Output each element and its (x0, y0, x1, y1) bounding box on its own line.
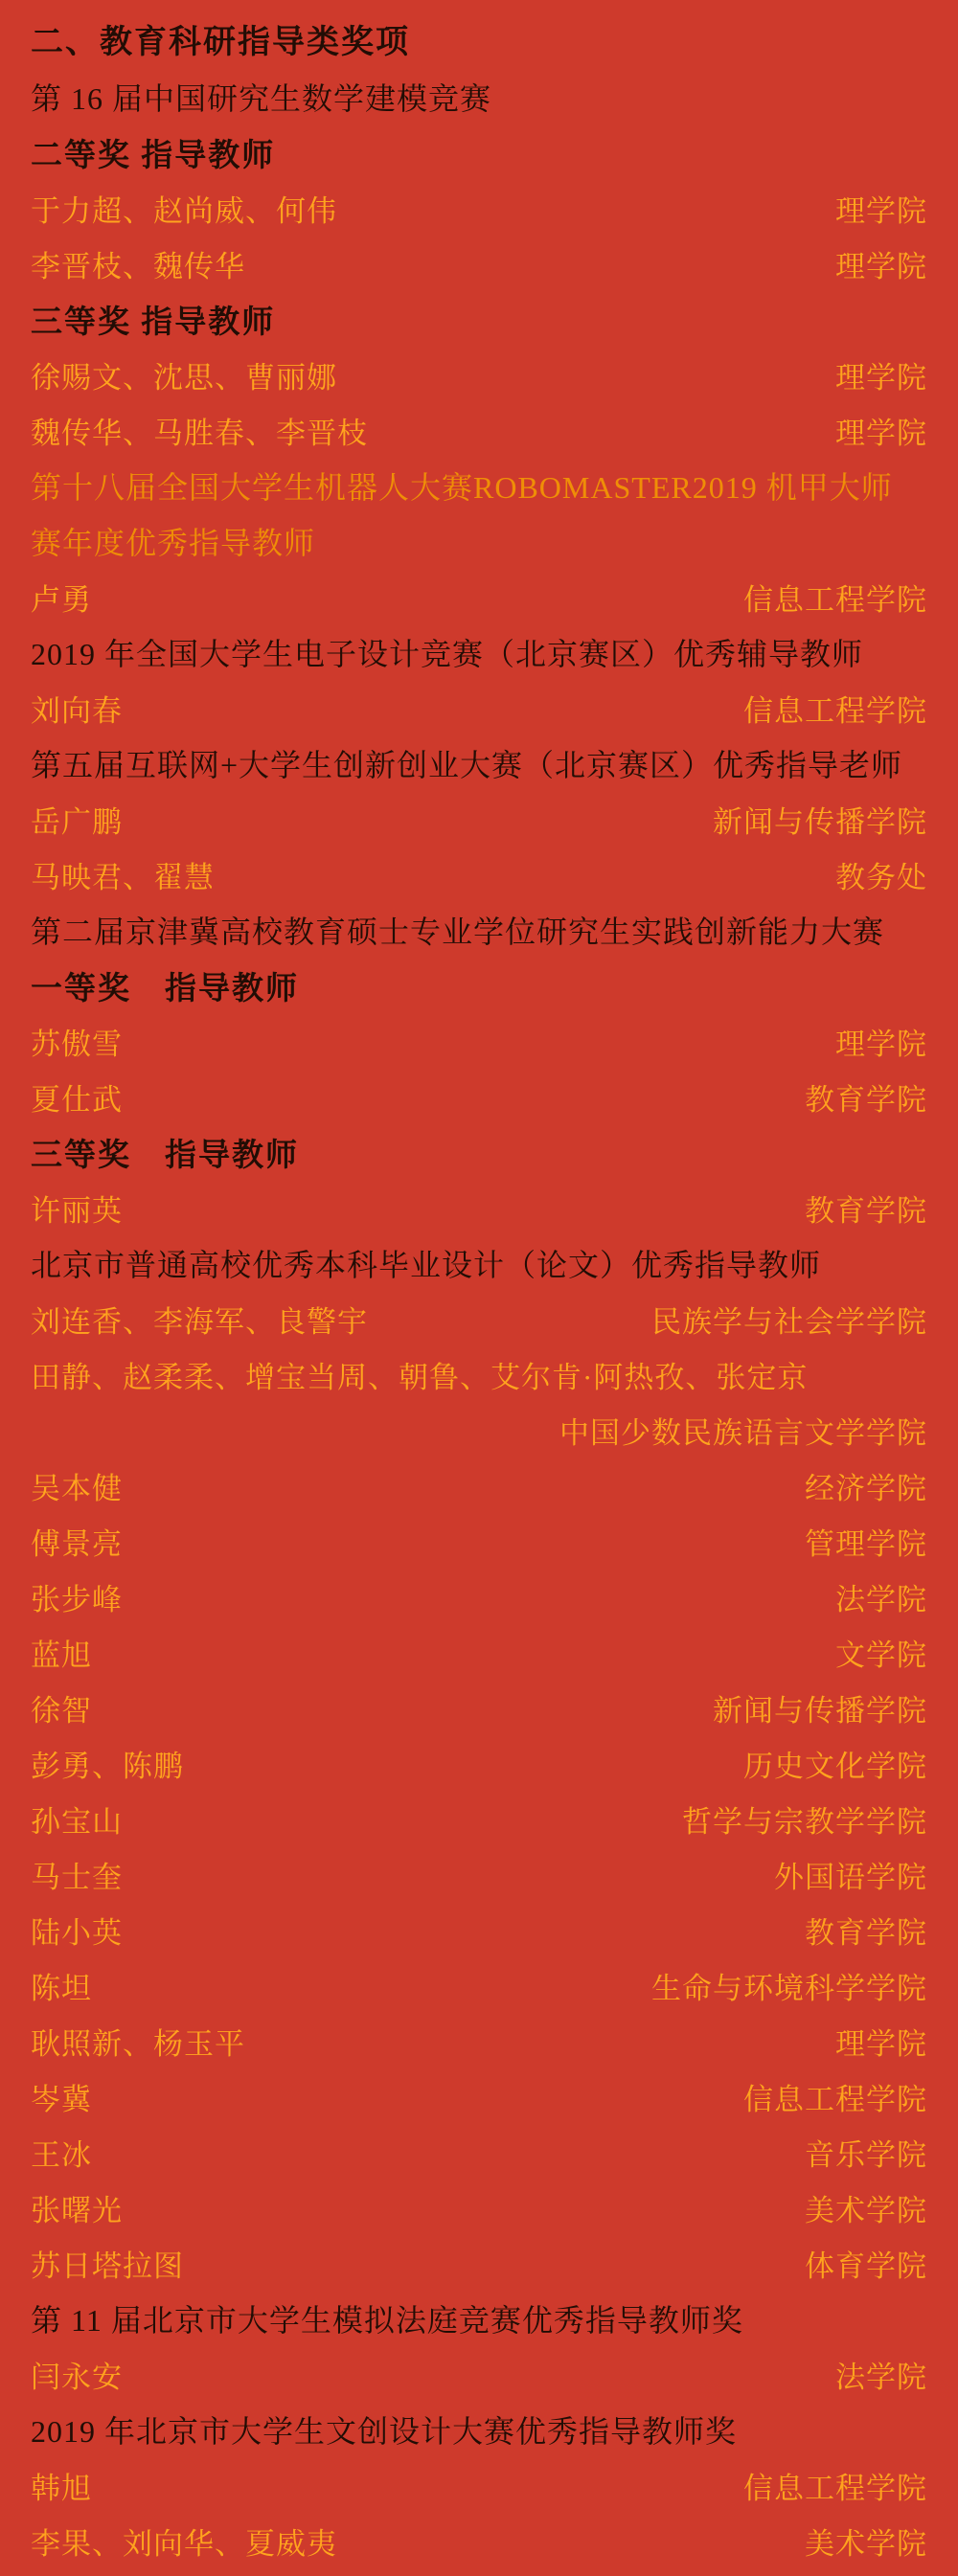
recipient-names: 许丽英 (31, 1193, 123, 1228)
department-name: 文学院 (835, 1638, 927, 1672)
award-row (31, 569, 927, 624)
recipient-names: 田静、赵柔柔、增宝当周、朝鲁、艾尔肯·阿热孜、张定京 (31, 1360, 809, 1394)
department-name: 民族学与社会学学院 (651, 1304, 927, 1339)
recipient-names: 岳广鹏 (31, 804, 123, 839)
competition-title (31, 624, 927, 680)
recipient-names: 蓝旭 (31, 1638, 92, 1672)
department-name: 教育学院 (805, 1915, 927, 1950)
recipient-names: 刘连香、李海军、良警宇 (31, 1304, 368, 1339)
competition-title-text: 2019 年全国大学生电子设计竞赛（北京赛区）优秀辅导教师 (31, 637, 864, 671)
department-name: 教务处 (835, 860, 927, 894)
competition-title-text: 第五届互联网+大学生创新创业大赛（北京赛区）优秀指导老师 (31, 748, 903, 782)
recipient-names: 傅景亮 (31, 1526, 123, 1561)
recipient-names: 苏日塔拉图 (31, 2248, 184, 2283)
competition-title-text: 第十八届全国大学生机器人大赛ROBOMASTER2019 机甲大师 (31, 470, 893, 505)
award-row (31, 1569, 927, 1624)
department-name: 中国少数民族语言文学学院 (559, 1415, 927, 1450)
award-row (31, 1735, 927, 1791)
competition-title-text: 第二届京津冀高校教育硕士专业学位研究生实践创新能力大赛 (31, 915, 885, 949)
award-row (31, 1180, 927, 1235)
award-row (31, 2346, 927, 2402)
recipient-names: 耿照新、杨玉平 (31, 2026, 245, 2061)
recipient-names: 刘向春 (31, 693, 123, 728)
award-row (31, 2124, 927, 2180)
award-row-department-continuation (31, 1402, 927, 1457)
recipient-names: 陆小英 (31, 1915, 123, 1950)
department-name: 美术学院 (805, 2193, 927, 2227)
department-name: 哲学与宗教学学院 (682, 1804, 927, 1839)
recipient-names: 吴本健 (31, 1471, 123, 1505)
award-level-header (31, 1124, 927, 1180)
award-level-text: 三等奖 指导教师 (31, 305, 276, 340)
department-name: 信息工程学院 (743, 693, 927, 728)
department-name: 理学院 (835, 2026, 927, 2061)
department-name: 理学院 (835, 249, 927, 283)
award-row (31, 2180, 927, 2235)
department-name: 体育学院 (805, 2248, 927, 2283)
department-name: 理学院 (835, 360, 927, 395)
competition-title (31, 513, 927, 569)
award-row (31, 2457, 927, 2513)
recipient-names: 于力超、赵尚威、何伟 (31, 193, 337, 228)
award-row (31, 2013, 927, 2068)
department-name: 美术学院 (805, 2526, 927, 2561)
recipient-names: 张曙光 (31, 2193, 123, 2227)
award-row (31, 1791, 927, 1846)
department-name: 法学院 (835, 2360, 927, 2394)
competition-title (31, 2291, 927, 2346)
award-row (31, 791, 927, 847)
recipient-names: 马士奎 (31, 1860, 123, 1894)
award-row (31, 1513, 927, 1569)
recipient-names: 孙宝山 (31, 1804, 123, 1839)
recipient-names: 王冰 (31, 2137, 92, 2172)
award-row (31, 402, 927, 458)
department-name: 信息工程学院 (743, 582, 927, 617)
award-row (31, 1902, 927, 1957)
department-name: 管理学院 (805, 1526, 927, 1561)
award-row (31, 1624, 927, 1680)
recipient-names: 徐赐文、沈思、曹丽娜 (31, 360, 337, 395)
section-title-text: 二、教育科研指导类奖项 (31, 24, 410, 60)
competition-title (31, 902, 927, 958)
department-name: 信息工程学院 (743, 2082, 927, 2116)
department-name: 教育学院 (805, 1193, 927, 1228)
award-row (31, 1069, 927, 1124)
award-row (31, 1957, 927, 2013)
department-name: 生命与环境科学学院 (651, 1971, 927, 2005)
award-level-text: 一等奖 指导教师 (31, 971, 299, 1006)
competition-title-text: 北京市普通高校优秀本科毕业设计（论文）优秀指导教师 (31, 1248, 822, 1282)
department-name: 法学院 (835, 1582, 927, 1616)
department-name: 理学院 (835, 416, 927, 450)
recipient-names: 韩旭 (31, 2471, 92, 2505)
department-name: 音乐学院 (805, 2137, 927, 2172)
award-row (31, 2235, 927, 2291)
department-name: 理学院 (835, 193, 927, 228)
award-level-header (31, 291, 927, 347)
award-row (31, 1013, 927, 1069)
award-level-header (31, 124, 927, 180)
competition-title-text: 赛年度优秀指导教师 (31, 526, 316, 560)
department-name: 理学院 (835, 1027, 927, 1061)
award-row (31, 2068, 927, 2124)
competition-title-text: 2019 年北京市大学生文创设计大赛优秀指导教师奖 (31, 2414, 738, 2449)
award-row (31, 1680, 927, 1735)
award-row (31, 180, 927, 236)
competition-title-text: 第 11 届北京市大学生模拟法庭竞赛优秀指导教师奖 (31, 2303, 743, 2338)
page-title (31, 8, 927, 69)
department-name: 新闻与传播学院 (713, 1693, 927, 1728)
competition-title (31, 458, 927, 513)
recipient-names: 闫永安 (31, 2360, 123, 2394)
award-row (31, 1346, 927, 1402)
recipient-names: 徐智 (31, 1693, 92, 1728)
award-row (31, 2513, 927, 2568)
recipient-names: 魏传华、马胜春、李晋枝 (31, 416, 368, 450)
recipient-names: 彭勇、陈鹏 (31, 1749, 184, 1783)
competition-title (31, 735, 927, 791)
award-level-header (31, 958, 927, 1013)
award-row (31, 680, 927, 735)
department-name: 新闻与传播学院 (713, 804, 927, 839)
department-name: 经济学院 (805, 1471, 927, 1505)
recipient-names: 李晋枝、魏传华 (31, 249, 245, 283)
department-name: 教育学院 (805, 1082, 927, 1117)
award-row (31, 1457, 927, 1513)
competition-title (31, 2402, 927, 2457)
award-row (31, 847, 927, 902)
department-name: 外国语学院 (774, 1860, 927, 1894)
award-row (31, 1846, 927, 1902)
recipient-names: 苏傲雪 (31, 1027, 123, 1061)
department-name: 历史文化学院 (743, 1749, 927, 1783)
award-row (31, 1291, 927, 1346)
award-level-text: 三等奖 指导教师 (31, 1138, 299, 1173)
award-level-text: 二等奖 指导教师 (31, 138, 276, 173)
recipient-names: 岑冀 (31, 2082, 92, 2116)
recipient-names: 卢勇 (31, 582, 92, 617)
recipient-names: 夏仕武 (31, 1082, 123, 1117)
recipient-names: 陈坦 (31, 1971, 92, 2005)
award-row (31, 347, 927, 402)
department-name: 信息工程学院 (743, 2471, 927, 2505)
competition-title (31, 69, 927, 124)
competition-title-text: 第 16 届中国研究生数学建模竞赛 (31, 81, 492, 116)
recipient-names: 李果、刘向华、夏威夷 (31, 2526, 337, 2561)
award-row (31, 236, 927, 291)
recipient-names: 张步峰 (31, 1582, 123, 1616)
recipient-names: 马映君、翟慧 (31, 860, 215, 894)
competition-title (31, 1235, 927, 1291)
